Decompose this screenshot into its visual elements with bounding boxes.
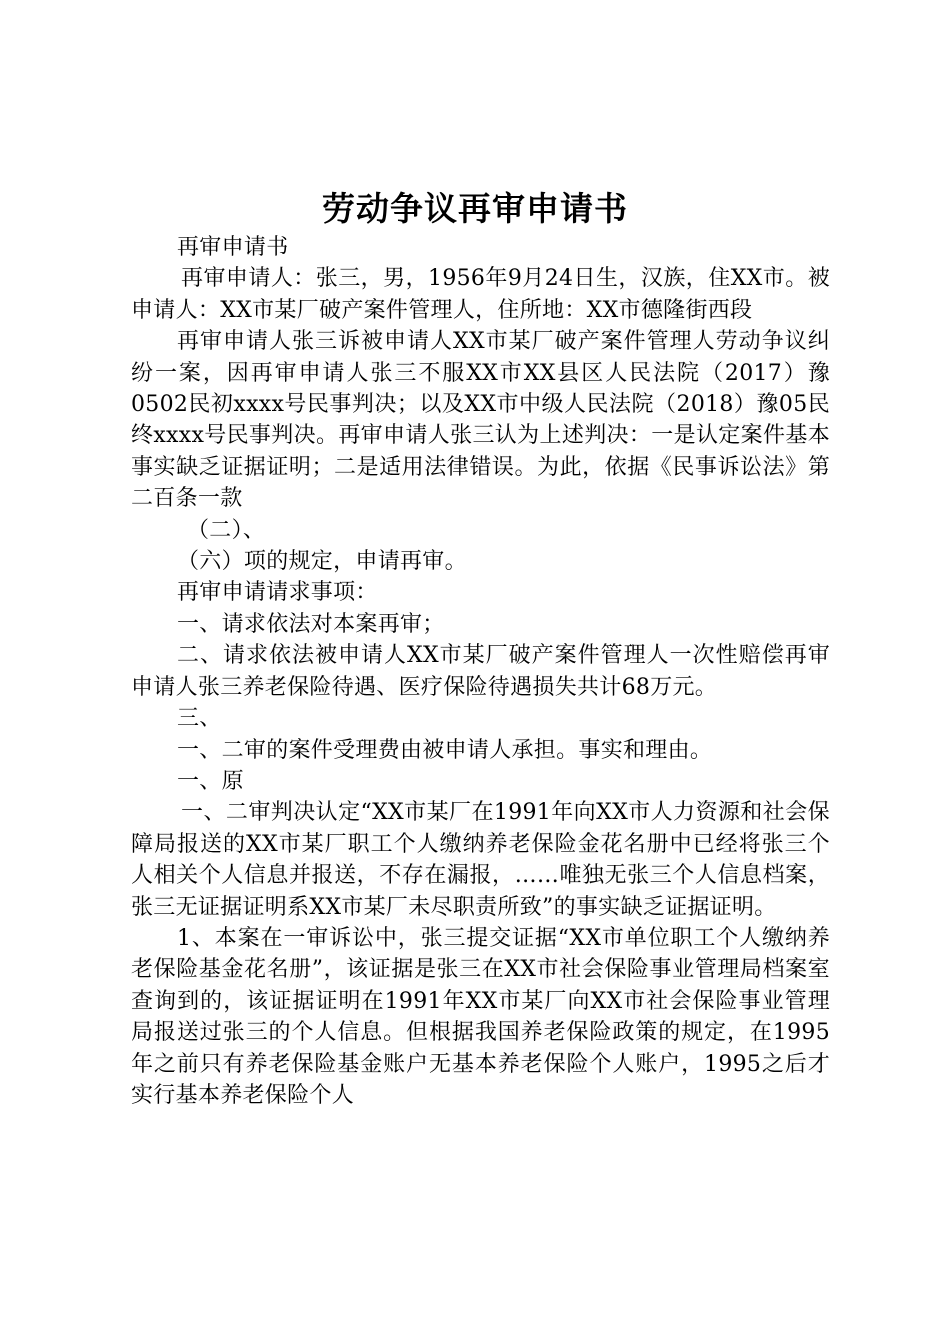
paragraph-heading: 再审申请书 bbox=[177, 235, 289, 260]
paragraph-request-three: 三、 bbox=[177, 706, 222, 732]
paragraph-clause-two: （二）、 bbox=[187, 517, 266, 543]
document-title: 劳动争议再审申请书 bbox=[322, 189, 628, 228]
document-body bbox=[131, 232, 830, 1111]
paragraph-parties: 再审申请人：张三，男，1956年9月24日生，汉族，住XX市。被申请人：XX市某厂破产案件管理人，住所地：XX市德隆街西段 bbox=[131, 266, 830, 323]
paragraph-costs: 一、二审的案件受理费由被申请人承担。事实和理由。 bbox=[177, 737, 713, 763]
paragraph-request-two: 二、请求依法被申请人XX市某厂破产案件管理人一次性赔偿再审申请人张三养老保险待遇、医疗保险待遇损失共计68万元。 bbox=[131, 643, 830, 700]
paragraph-request-one: 一、请求依法对本案再审； bbox=[177, 611, 445, 637]
paragraph-reason-heading: 一、原 bbox=[177, 768, 244, 794]
paragraph-case-summary: 再审申请人张三诉被申请人XX市某厂破产案件管理人劳动争议纠纷一案，因再审申请人张三不服XX市XX县区人民法院（2017）豫0502民初xxxx号民事判决；以及XX市中级人民法院（2018）豫05民终xxxx号民事判决。再审申请人张三认为上述判决：一是认定案件基本事实缺乏证据证明；二是适用法律错误。为此，依据《民事诉讼法》第二百条一款 bbox=[131, 329, 830, 512]
paragraph-clause-six: （六）项的规定，申请再审。 bbox=[177, 549, 467, 575]
paragraph-request-heading: 再审申请请求事项： bbox=[177, 580, 378, 606]
paragraph-reason-one: 一、二审判决认定“XX市某厂在1991年向XX市人力资源和社会保障局报送的XX市某厂职工个人缴纳养老保险金花名册中已经将张三个人相关个人信息并报送，不存在漏报，……唯独无张三个人信息档案，张三无证据证明系XX市某厂未尽职责所致”的事实缺乏证据证明。 bbox=[131, 800, 830, 920]
paragraph-evidence: 1、本案在一审诉讼中，张三提交证据“XX市单位职工个人缴纳养老保险基金花名册”，该证据是张三在XX市社会保险事业管理局档案室查询到的，该证据证明在1991年XX市某厂向XX市社会保险事业管理局报送过张三的个人信息。但根据我国养老保险政策的规定，在1995年之前只有养老保险基金账户无基本养老保险个人账户，1995之后才实行基本养老保险个人 bbox=[131, 925, 830, 1108]
